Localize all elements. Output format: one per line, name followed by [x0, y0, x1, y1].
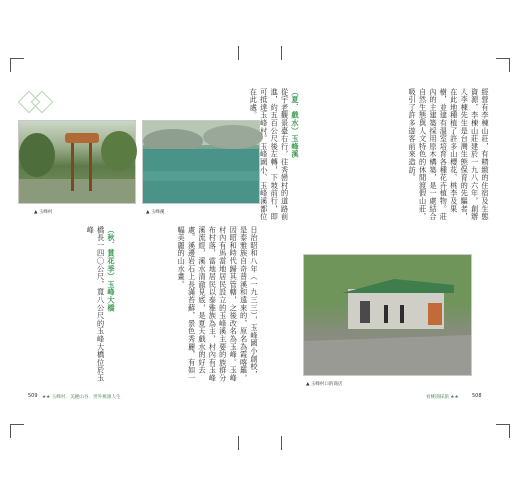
photo-illustration — [143, 121, 259, 203]
crop-mark — [496, 424, 510, 425]
body-paragraph: 從宇老觀景臺右行，往秀巒村的道路前進，約五百公尺後左轉，下坡前行，即可抵達玉峰村。玉峰國小、玉峰溪都位在此處。 — [249, 88, 290, 221]
section-heading: （秋．賞花季）玉峰大橋 — [107, 226, 116, 312]
crop-mark — [509, 58, 510, 72]
photo-caption: ▲ 玉峰村 — [34, 209, 52, 215]
left-autumn-text — [60, 226, 116, 386]
photo-yufeng-stream — [142, 120, 260, 204]
left-main-text — [144, 226, 259, 386]
right-visit-text — [249, 88, 300, 226]
photo-village-shop — [303, 254, 472, 376]
photo-yufeng-village-sign — [18, 120, 136, 204]
crop-mark — [10, 58, 24, 59]
photo-caption: ▲ 玉峰村口的商店 — [306, 381, 342, 387]
body-paragraph: 經營有李棟山莊，有精緻的住宿及生態資源，李棟山莊建於一九八六年，創辦人李棟先生是台灣生態保育的先驅者，在此地種植了許多山櫻花、桃李及果樹，並建有溫室培育各種花卉植物。莊內的主建築採用原木構築，是一處結合自然生態與人文特色的休閒渡假山莊，吸引了許多遊客前來造訪。 — [408, 88, 490, 221]
crop-mark — [509, 424, 510, 438]
page-number: 508 — [472, 393, 482, 399]
crop-mark — [10, 58, 11, 72]
crop-mark — [281, 436, 282, 450]
photo-illustration — [304, 255, 471, 375]
crop-mark — [238, 436, 239, 450]
body-paragraph: 橋長一四〇公尺，寬八公尺的玉峰大橋位於玉峰 — [86, 226, 106, 382]
body-paragraph: 日治昭和八年（一九三三），玉峰國小創校，是泰雅族自奇普溪和遠來的，原名為霞喀羅，因昭和時代歸其管轄，之後改名為玉峰。玉峰村內有馬當地居民設立的玉峰溪主要的族群分布村落，當地居民以泰雅族為主，村內有玉峰溪流經，溪水清澈見底，是夏天戲水的好去處。溪邊岩石上長滿苔蘚，景色秀麗，有如一幅美麗的山水畫。 — [177, 226, 259, 382]
section-heading: （夏．戲水）玉峰溪 — [291, 88, 300, 159]
diamond-ornament — [31, 91, 54, 114]
crop-mark — [10, 424, 11, 438]
running-footer: 看桃園採旅 ★★ — [426, 395, 459, 400]
crop-mark — [238, 46, 239, 60]
crop-mark — [281, 46, 282, 60]
photo-illustration — [19, 121, 135, 203]
photo-caption: ▲ 玉峰溪 — [146, 209, 164, 215]
crop-mark — [10, 424, 24, 425]
right-top-text — [300, 88, 490, 226]
running-footer: ★★ 玉峰村．美麗山谷．世外桃源人生 — [42, 395, 121, 400]
page-number: 509 — [28, 393, 38, 399]
crop-mark — [496, 58, 510, 59]
